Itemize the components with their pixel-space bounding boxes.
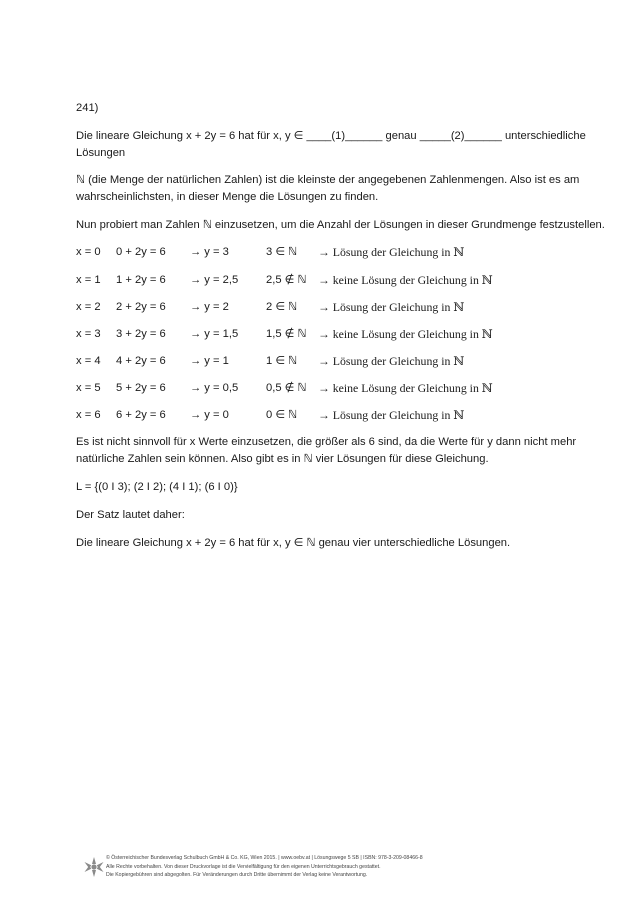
footer-line-2: Alle Rechte vorbehalten. Von dieser Druckvorlage ist die Vervielfältigung für den eigenen Unterrichtsgebrauch gestattet. <box>106 863 381 870</box>
satz-label: Der Satz lautet daher: <box>76 509 185 521</box>
solution-set: L = {(0 I 3); (2 I 2); (4 I 1); (6 I 0)} <box>76 481 238 493</box>
y-value: → y = 2,5 <box>190 274 239 286</box>
membership: 0,5 ∉ ℕ <box>266 382 307 394</box>
intro-line-2: Lösungen <box>76 147 126 159</box>
membership: 2,5 ∉ ℕ <box>266 274 307 286</box>
equation: 6 + 2y = 6 <box>116 409 166 421</box>
y-value: → y = 2 <box>190 301 229 313</box>
equation: 0 + 2y = 6 <box>116 246 166 258</box>
y-value: → y = 3 <box>190 246 229 258</box>
membership: 1,5 ∉ ℕ <box>266 328 307 340</box>
membership: 1 ∈ ℕ <box>266 355 298 367</box>
intro-line-1: Die lineare Gleichung x + 2y = 6 hat für x, y ∈ ____(1)______ genau _____(2)______ unterschiedliche <box>76 130 586 142</box>
y-value: → y = 0 <box>190 409 229 421</box>
conclusion-line-2: natürliche Zahlen sein können. Also gibt es in ℕ vier Lösungen für diese Gleichung. <box>76 453 489 465</box>
natural-numbers-line-1: ℕ (die Menge der natürlichen Zahlen) ist die kleinste der angegebenen Zahlenmengen. Also ist es am <box>76 174 580 186</box>
result: → keine Lösung der Gleichung in ℕ <box>318 381 493 395</box>
y-value: → y = 1,5 <box>190 328 239 340</box>
try-paragraph: Nun probiert man Zahlen ℕ einzusetzen, um die Anzahl der Lösungen in dieser Grundmenge festzustellen. <box>76 219 605 231</box>
membership: 2 ∈ ℕ <box>266 301 298 313</box>
equation: 4 + 2y = 6 <box>116 355 166 367</box>
x-value: x = 4 <box>76 355 101 367</box>
footer-line-3: Die Kopiergebühren sind abgegolten. Für Veränderungen durch Dritte übernimmt der Verlag keine Verantwortung. <box>106 872 368 879</box>
x-value: x = 0 <box>76 246 101 258</box>
result: → Lösung der Gleichung in ℕ <box>318 245 465 259</box>
publisher-logo-icon <box>83 856 105 878</box>
conclusion-line-1: Es ist nicht sinnvoll für x Werte einzusetzen, die größer als 6 sind, da die Werte für y dann nicht mehr <box>76 436 577 448</box>
result: → Lösung der Gleichung in ℕ <box>318 408 465 422</box>
copyright-footer <box>106 854 423 880</box>
equation: 5 + 2y = 6 <box>116 382 166 394</box>
x-value: x = 1 <box>76 274 101 286</box>
result: → keine Lösung der Gleichung in ℕ <box>318 273 493 287</box>
x-value: x = 6 <box>76 409 101 421</box>
membership: 3 ∈ ℕ <box>266 246 298 258</box>
task-number: 241) <box>76 102 99 114</box>
equation: 2 + 2y = 6 <box>116 301 166 313</box>
y-value: → y = 0,5 <box>190 382 239 394</box>
x-value: x = 3 <box>76 328 101 340</box>
result: → Lösung der Gleichung in ℕ <box>318 300 465 314</box>
result: → keine Lösung der Gleichung in ℕ <box>318 327 493 341</box>
footer-line-1: © Österreichischer Bundesverlag Schulbuch GmbH & Co. KG, Wien 2015. | www.oebv.at | Lösungswege 5 SB | ISBN: 978-3-209-08466-8 <box>106 855 423 861</box>
membership: 0 ∈ ℕ <box>266 409 298 421</box>
x-value: x = 5 <box>76 382 101 394</box>
result: → Lösung der Gleichung in ℕ <box>318 354 465 368</box>
x-value: x = 2 <box>76 301 101 313</box>
natural-numbers-line-2: wahrscheinlichsten, in dieser Menge die Lösungen zu finden. <box>76 191 379 203</box>
final-statement: Die lineare Gleichung x + 2y = 6 hat für x, y ∈ ℕ genau vier unterschiedliche Lösungen. <box>76 537 511 549</box>
y-value: → y = 1 <box>190 355 229 367</box>
equation: 1 + 2y = 6 <box>116 274 166 286</box>
equation: 3 + 2y = 6 <box>116 328 166 340</box>
